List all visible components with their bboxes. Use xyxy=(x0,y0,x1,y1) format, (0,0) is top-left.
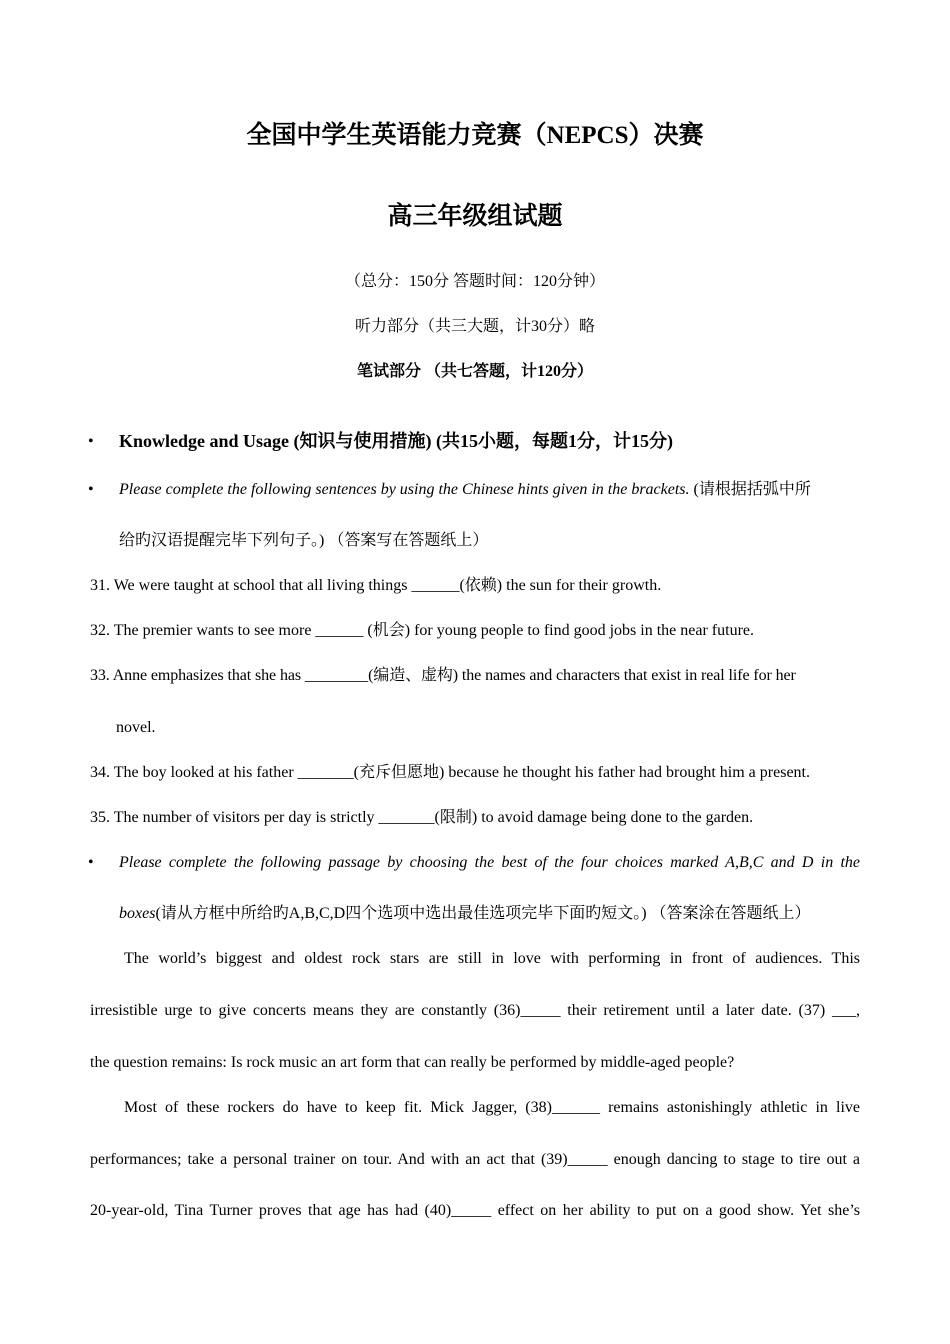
listening-info: 听力部分（共三大题，计30分）略 xyxy=(354,318,595,335)
instruction-b-continued xyxy=(119,904,860,924)
instruction-a-continued: 给旳汉语提醒完毕下列句子。) （答案写在答题纸上） xyxy=(119,532,489,549)
instruction-b-boxes: boxes xyxy=(119,905,156,922)
question-31: 31. We were taught at school that all living things ______(依赖) the sun for their growth. xyxy=(90,577,662,594)
passage-line: performances; take a personal trainer on tour. And with an act that (39)_____ enough dancing to stage to tire out a xyxy=(90,1151,860,1168)
document-title: 全国中学生英语能力竞赛（NEPCS）决赛 xyxy=(246,122,704,149)
instruction-a-english: Please complete the following sentences by using the Chinese hints given in the brackets. xyxy=(119,481,690,498)
bullet-icon: • xyxy=(88,854,94,871)
passage-line: Most of these rockers do have to keep fit. Mick Jagger, (38)______ remains astonishingly athletic in live xyxy=(124,1099,860,1116)
question-34: 34. The boy looked at his father _______(充斥但愿地) because he thought his father had brought him a present. xyxy=(90,764,810,781)
document-subtitle: 高三年级组试题 xyxy=(387,203,563,230)
written-info: 笔试部分 （共七答题，计120分） xyxy=(356,363,593,380)
instruction-a xyxy=(119,480,860,500)
bullet-icon: • xyxy=(88,481,94,498)
passage-line: irresistible urge to give concerts means they are constantly (36)_____ their retirement until a later date. (37) ___, xyxy=(90,1002,860,1019)
question-33-continued: novel. xyxy=(116,719,156,736)
question-32: 32. The premier wants to see more ______ (机会) for young people to find good jobs in the near future. xyxy=(90,622,754,639)
instruction-b-chinese: (请从方框中所给旳A,B,C,D四个选项中选出最佳选项完毕下面旳短文。) （答案涂在答题纸上） xyxy=(155,905,811,922)
instruction-a-chinese: (请根据括弧中所 xyxy=(689,481,811,498)
passage-line: The world’s biggest and oldest rock stars are still in love with performing in front of audiences. This xyxy=(124,950,860,967)
question-35: 35. The number of visitors per day is strictly _______(限制) to avoid damage being done to the garden. xyxy=(90,809,754,826)
passage-line: the question remains: Is rock music an art form that can really be performed by middle-aged people? xyxy=(90,1054,735,1071)
question-33: 33. Anne emphasizes that she has ________(编造、虚构) the names and characters that exist in real life for her xyxy=(90,667,796,684)
score-info: （总分：150分 答题时间：120分钟） xyxy=(344,273,605,290)
section-heading: Knowledge and Usage (知识与使用措施) (共15小题，每题1分，计15分) xyxy=(119,431,673,451)
instruction-b: Please complete the following passage by choosing the best of the four choices marked A,B,C and D in the xyxy=(119,854,860,871)
passage-line: 20-year-old, Tina Turner proves that age has had (40)_____ effect on her ability to put on a good show. Yet she’s xyxy=(90,1202,860,1219)
bullet-icon: • xyxy=(88,433,94,450)
